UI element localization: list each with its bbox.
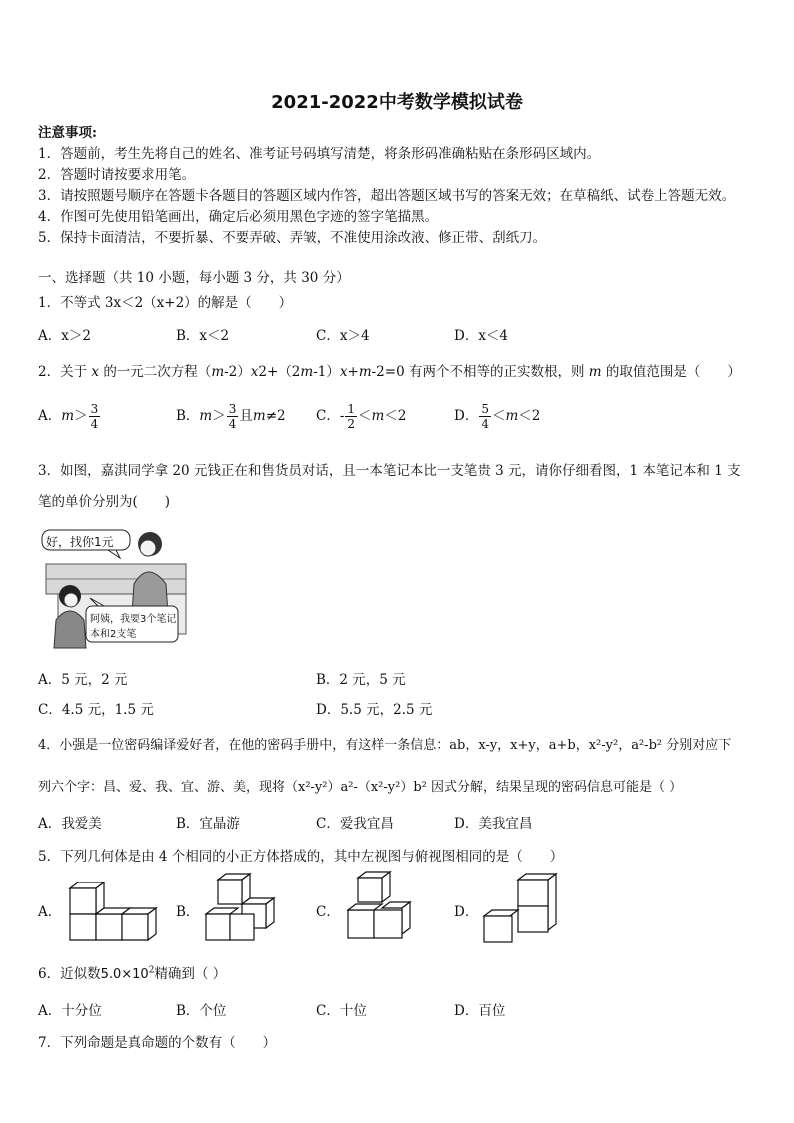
- notice-item: 1．答题前，考生先将自己的姓名、准考证号码填写清楚，将条形码准确粘贴在条形码区域内。: [38, 146, 601, 162]
- question-2-stem: 2．关于 x 的一元二次方程（m-2）x2+（2m-1）x+m-2=0 有两个不相等的正实数根，则 m 的取值范围是（ ）: [38, 364, 741, 380]
- q1-option-a: A．x＞2: [38, 328, 91, 344]
- q2-option-b: B．m＞ $\frac{3}{4}$ 且m≠2: [176, 402, 286, 431]
- notice-item: 5．保持卡面清洁，不要折暴、不要弄破、弄皱，不准使用涂改液、修正带、刮纸刀。: [38, 230, 547, 246]
- q5-option-b-label: B．: [176, 904, 200, 920]
- child-speech-line2: 本和2支笔: [90, 629, 137, 640]
- q3-option-d: D．5.5 元，2.5 元: [316, 702, 433, 718]
- q5-option-b-figure: [204, 872, 280, 944]
- child-speech-line1: 阿姨，我要3个笔记: [90, 614, 177, 625]
- notice-item: 2．答题时请按要求用笔。: [38, 167, 196, 183]
- q5-option-c-figure: [344, 870, 414, 942]
- q2-option-d: D． $\frac{5}{4}$ ＜m＜2: [454, 402, 541, 431]
- question-6-stem: 6．近似数$5.0\times 10^2$精确到（ ）: [38, 965, 227, 982]
- q6-option-b: B．个位: [176, 1003, 227, 1019]
- q4-option-a: A．我爱美: [38, 816, 102, 832]
- q1-option-c: C．x＞4: [316, 328, 370, 344]
- assistant-speech: 好，找你1元: [46, 535, 114, 549]
- q4-option-b: B．宜晶游: [176, 816, 240, 832]
- question-1-stem: 1．不等式 3x＜2（x+2）的解是（ ）: [38, 295, 293, 311]
- q4-option-d: D．美我宜昌: [454, 816, 533, 832]
- q4-option-c: C．爱我宜昌: [316, 816, 394, 832]
- q5-option-a-label: A．: [38, 904, 62, 920]
- q6-option-d: D．百位: [454, 1003, 506, 1019]
- q5-option-a-figure: [66, 882, 166, 944]
- question-3-line2: 笔的单价分别为( ): [38, 494, 171, 510]
- shop-illustration: [38, 524, 188, 652]
- question-4-line2: 列六个字：昌、爱、我、宜、游、美，现将（x²-y²）a²-（x²-y²）b² 因式分解，结果呈现的密码信息可能是（ ）: [38, 780, 683, 795]
- notice-item: 3．请按照题号顺序在答题卡各题目的答题区域内作答，超出答题区域书写的答案无效；在草稿纸、试卷上答题无效。: [38, 188, 736, 204]
- question-7-stem: 7．下列命题是真命题的个数有（ ）: [38, 1035, 277, 1051]
- q1-option-b: B．x＜2: [176, 328, 230, 344]
- q3-option-a: A．5 元，2 元: [38, 672, 128, 688]
- q3-option-c: C．4.5 元，1.5 元: [38, 702, 154, 718]
- question-5-stem: 5．下列几何体是由 4 个相同的小正方体搭成的，其中左视图与俯视图相同的是（ ）: [38, 849, 564, 865]
- q5-option-c-label: C．: [316, 904, 340, 920]
- q2-option-c: C．- $\frac{1}{2}$ ＜m＜2: [316, 402, 407, 431]
- page-title: 2021-2022中考数学模拟试卷: [271, 92, 523, 113]
- q2-option-a: A．m＞ $\frac{3}{4}$: [38, 402, 99, 431]
- q1-option-d: D．x＜4: [454, 328, 509, 344]
- q6-option-a: A．十分位: [38, 1003, 102, 1019]
- notice-item: 4．作图可先使用铅笔画出，确定后必须用黑色字迹的签字笔描黑。: [38, 209, 439, 225]
- q3-option-b: B．2 元，5 元: [316, 672, 406, 688]
- q5-option-d-label: D．: [454, 904, 479, 920]
- notice-heading: 注意事项:: [38, 125, 97, 141]
- q6-option-c: C．十位: [316, 1003, 367, 1019]
- q5-option-d-figure: [480, 872, 564, 944]
- section-heading: 一、选择题（共 10 小题，每小题 3 分，共 30 分）: [38, 270, 350, 286]
- question-4-line1: 4．小强是一位密码编译爱好者，在他的密码手册中，有这样一条信息：ab，x-y，x+y，a+b，x²-y²，a²-b² 分别对应下: [38, 738, 732, 753]
- question-3-line1: 3．如图，嘉淇同学拿 20 元钱正在和售货员对话，且一本笔记本比一支笔贵 3 元，请你仔细看图，1 本笔记本和 1 支: [38, 463, 741, 479]
